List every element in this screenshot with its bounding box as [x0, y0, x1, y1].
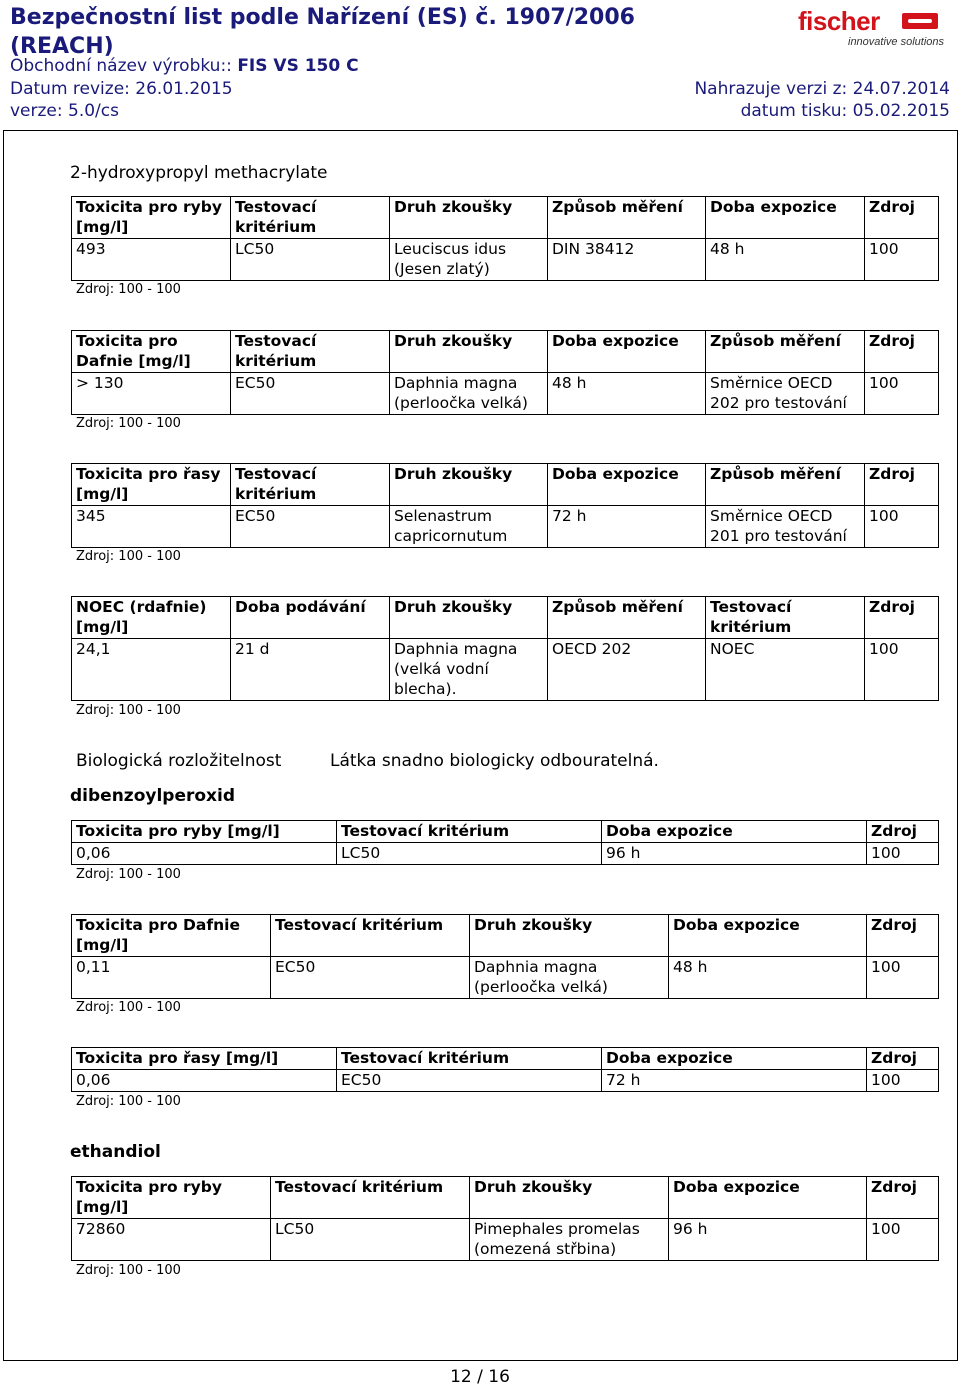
table-row — [72, 1070, 939, 1092]
fischer-logo — [796, 6, 946, 46]
table-header: Doba expozice — [602, 821, 867, 843]
table-cell: 72 h — [602, 1070, 867, 1092]
table-header: Testovací kritérium — [231, 331, 390, 373]
table-cell: LC50 — [337, 843, 602, 865]
revision-date: Datum revize: 26.01.2015 — [10, 79, 233, 99]
table-cell: 100 — [865, 639, 939, 701]
table-row — [72, 843, 939, 865]
table-cell: NOEC — [706, 639, 865, 701]
algae-toxicity-table — [71, 1047, 939, 1092]
table-header: Způsob měření — [548, 597, 706, 639]
fish-toxicity-table — [71, 196, 939, 281]
table-header: Toxicita pro Dafnie [mg/l] — [72, 915, 271, 957]
table-cell: 96 h — [602, 843, 867, 865]
print-date: datum tisku: 05.02.2015 — [740, 101, 950, 121]
table-cell: Směrnice OECD 201 pro testování — [706, 506, 865, 548]
table-header: Zdroj — [865, 597, 939, 639]
table-header: Testovací kritérium — [271, 1177, 470, 1219]
substance-name: 2-hydroxypropyl methacrylate — [70, 163, 328, 183]
source-note: Zdroj: 100 - 100 — [76, 549, 181, 564]
table-cell: LC50 — [231, 239, 390, 281]
table-cell: OECD 202 — [548, 639, 706, 701]
table-header: Způsob měření — [548, 197, 706, 239]
source-note: Zdroj: 100 - 100 — [76, 416, 181, 431]
table-cell: EC50 — [231, 506, 390, 548]
table-header: Doba podávání — [231, 597, 390, 639]
table-cell: 72860 — [72, 1219, 271, 1261]
table-cell: 96 h — [669, 1219, 867, 1261]
table-cell: 100 — [867, 1070, 939, 1092]
table-header: Toxicita pro ryby [mg/l] — [72, 821, 337, 843]
table-cell: 21 d — [231, 639, 390, 701]
table-cell: EC50 — [337, 1070, 602, 1092]
algae-toxicity-table — [71, 463, 939, 548]
table-cell: 24,1 — [72, 639, 231, 701]
substance-name: ethandiol — [70, 1142, 161, 1162]
table-cell: Leuciscus idus (Jesen zlatý) — [390, 239, 548, 281]
table-header: Druh zkoušky — [390, 331, 548, 373]
table-header: Doba expozice — [548, 464, 706, 506]
table-row — [72, 373, 939, 415]
table-header: Toxicita pro Dafnie [mg/l] — [72, 331, 231, 373]
table-cell: > 130 — [72, 373, 231, 415]
table-row — [72, 957, 939, 999]
table-cell: 100 — [867, 843, 939, 865]
table-row — [72, 639, 939, 701]
document-title: Bezpečnostní list podle Nařízení (ES) č. 1907/2006 (REACH) — [10, 5, 635, 59]
table-header: NOEC (rdafnie) [mg/l] — [72, 597, 231, 639]
table-cell: Selenastrum capricornutum — [390, 506, 548, 548]
table-header: Testovací kritérium — [337, 821, 602, 843]
table-header: Testovací kritérium — [231, 464, 390, 506]
source-note: Zdroj: 100 - 100 — [76, 1000, 181, 1015]
table-header: Zdroj — [867, 915, 939, 957]
table-row — [72, 239, 939, 281]
table-header: Způsob měření — [706, 464, 865, 506]
document-header — [0, 0, 960, 130]
table-header: Druh zkoušky — [390, 597, 548, 639]
table-header: Druh zkoušky — [390, 464, 548, 506]
table-header: Toxicita pro ryby [mg/l] — [72, 197, 231, 239]
table-cell: 0,06 — [72, 1070, 337, 1092]
version: verze: 5.0/cs — [10, 101, 119, 121]
table-cell: 100 — [867, 957, 939, 999]
table-header: Testovací kritérium — [337, 1048, 602, 1070]
table-cell: Daphnia magna (perloočka velká) — [470, 957, 669, 999]
table-cell: 493 — [72, 239, 231, 281]
table-header: Zdroj — [865, 197, 939, 239]
table-header: Doba expozice — [602, 1048, 867, 1070]
table-header: Zdroj — [867, 1177, 939, 1219]
source-note: Zdroj: 100 - 100 — [76, 282, 181, 297]
table-row — [72, 1219, 939, 1261]
table-cell: 345 — [72, 506, 231, 548]
table-row — [72, 506, 939, 548]
table-cell: Daphnia magna (velká vodní blecha). — [390, 639, 548, 701]
replaces-version: Nahrazuje verzi z: 24.07.2014 — [694, 79, 950, 99]
table-cell: EC50 — [271, 957, 470, 999]
table-header: Doba expozice — [706, 197, 865, 239]
table-cell: Daphnia magna (perloočka velká) — [390, 373, 548, 415]
table-header: Doba expozice — [548, 331, 706, 373]
table-cell: 72 h — [548, 506, 706, 548]
table-header: Toxicita pro řasy [mg/l] — [72, 1048, 337, 1070]
source-note: Zdroj: 100 - 100 — [76, 1263, 181, 1278]
biodegradability-label: Biologická rozložitelnost — [76, 751, 282, 771]
fish-toxicity-table — [71, 1176, 939, 1261]
daphnia-toxicity-table — [71, 914, 939, 999]
table-header: Druh zkoušky — [470, 915, 669, 957]
product-line — [10, 56, 359, 76]
table-cell: 100 — [865, 373, 939, 415]
table-header: Testovací kritérium — [231, 197, 390, 239]
table-cell: 100 — [865, 506, 939, 548]
table-header: Doba expozice — [669, 1177, 867, 1219]
table-header: Druh zkoušky — [470, 1177, 669, 1219]
source-note: Zdroj: 100 - 100 — [76, 703, 181, 718]
table-header: Doba expozice — [669, 915, 867, 957]
table-header: Testovací kritérium — [706, 597, 865, 639]
biodegradability-value: Látka snadno biologicky odbouratelná. — [330, 751, 659, 771]
table-cell: LC50 — [271, 1219, 470, 1261]
source-note: Zdroj: 100 - 100 — [76, 1094, 181, 1109]
table-header: Zdroj — [867, 821, 939, 843]
source-note: Zdroj: 100 - 100 — [76, 867, 181, 882]
product-label: Obchodní název výrobku:: — [10, 56, 232, 76]
table-cell: 48 h — [548, 373, 706, 415]
logo-wordmark: fischer — [798, 6, 880, 36]
table-header: Testovací kritérium — [271, 915, 470, 957]
table-cell: 48 h — [669, 957, 867, 999]
table-header: Zdroj — [865, 331, 939, 373]
table-cell: Směrnice OECD 202 pro testování — [706, 373, 865, 415]
table-cell: 0,06 — [72, 843, 337, 865]
table-header: Druh zkoušky — [390, 197, 548, 239]
product-name: FIS VS 150 C — [237, 56, 359, 76]
table-header: Zdroj — [867, 1048, 939, 1070]
table-header: Toxicita pro řasy [mg/l] — [72, 464, 231, 506]
table-cell: EC50 — [231, 373, 390, 415]
page-number: 12 / 16 — [450, 1367, 510, 1387]
table-header: Toxicita pro ryby [mg/l] — [72, 1177, 271, 1219]
table-cell: 100 — [867, 1219, 939, 1261]
table-header: Zdroj — [865, 464, 939, 506]
table-cell: DIN 38412 — [548, 239, 706, 281]
logo-badge-icon — [902, 13, 938, 29]
table-cell: Pimephales promelas (omezená střbina) — [470, 1219, 669, 1261]
substance-name: dibenzoylperoxid — [70, 786, 236, 806]
fish-toxicity-table — [71, 820, 939, 865]
table-header: Způsob měření — [706, 331, 865, 373]
table-cell: 100 — [865, 239, 939, 281]
noec-table — [71, 596, 939, 701]
logo-tagline: innovative solutions — [848, 36, 945, 48]
table-cell: 48 h — [706, 239, 865, 281]
daphnia-toxicity-table — [71, 330, 939, 415]
table-cell: 0,11 — [72, 957, 271, 999]
